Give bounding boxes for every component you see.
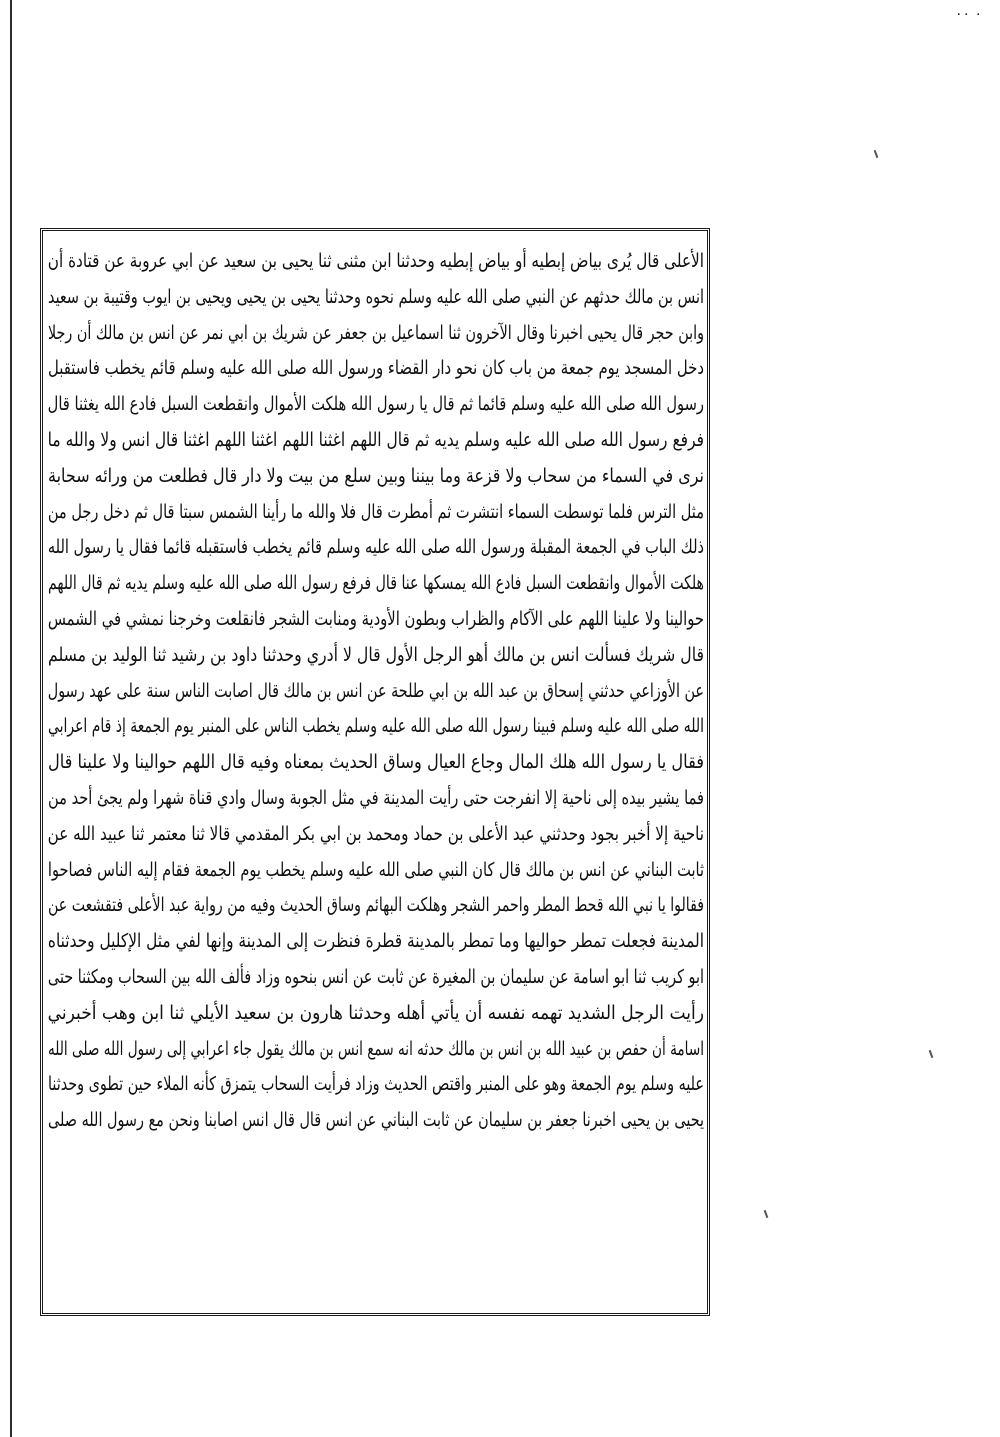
- manuscript-line: المدينة فجعلت تمطر حواليها وما تمطر بالمدينة قطرة فنظرت إلى المدينة وإنها لفي مثل الإكليل وحدثناه: [48, 930, 704, 953]
- manuscript-line: ذلك الباب في الجمعة المقبلة ورسول الله صلى الله عليه وسلم قائم يخطب فاستقبله قائما فقال يا رسول الله: [48, 536, 704, 559]
- manuscript-line: ثابت البناني عن انس بن مالك قال كان النبي صلى الله عليه وسلم يخطب يوم الجمعة فقام إليه الناس فصاحوا: [48, 858, 704, 881]
- manuscript-line: رأيت الرجل الشديد تهمه نفسه أن يأتي أهله وحدثنا هارون بن سعيد الأيلي ثنا ابن وهب أخبرني: [48, 1001, 704, 1024]
- manuscript-line: فرفع رسول الله صلى الله عليه وسلم يديه ثم قال اللهم اغثنا اللهم اغثنا اللهم اغثنا قال انس ولا والله ما: [48, 428, 704, 451]
- manuscript-line: اسامة أن حفص بن عبيد الله بن انس بن مالك حدثه انه سمع انس بن مالك يقول جاء اعرابي إلى رسول الله صلى الله: [48, 1037, 704, 1060]
- manuscript-line: نرى في السماء من سحاب ولا قزعة وما بيننا وبين سلع من بيت ولا دار قال فطلعت من ورائه سحابة: [48, 464, 704, 487]
- page-fold-line: [10, 0, 12, 1437]
- corner-ink-marks: ۰۰ ۰: [954, 6, 982, 22]
- manuscript-line: هلكت الأموال وانقطعت السبل فادع الله يمسكها عنا قال فرفع رسول الله صلى الله عليه وسلم يديه ثم قال اللهم: [48, 572, 704, 595]
- manuscript-text-block: [48, 244, 704, 1139]
- manuscript-line: عليه وسلم يوم الجمعة وهو على المنبر واقتص الحديث وزاد فرأيت السحاب يتمزق كأنه الملاء حين تطوى وحدثنا: [48, 1073, 704, 1096]
- stray-mark: [764, 1210, 769, 1218]
- manuscript-line: عن الأوزاعي حدثني إسحاق بن عبد الله بن ابي طلحة عن انس بن مالك قال اصابت الناس سنة على عهد رسول: [48, 679, 704, 702]
- manuscript-line: ابو كريب ثنا ابو اسامة عن سليمان بن المغيرة عن ثابت عن انس بنحوه وزاد فألف الله بين السحاب ومكثنا حتى: [48, 965, 704, 988]
- manuscript-line: ناحية إلا أخبر بجود وحدثني عبد الأعلى بن حماد ومحمد بن ابي بكر المقدمي قالا ثنا معتمر ثنا عبيد الله عن: [48, 822, 704, 845]
- manuscript-line: رسول الله صلى الله عليه وسلم قائما ثم قال يا رسول الله هلكت الأموال وانقطعت السبل فادع الله يغثنا قال: [48, 393, 704, 416]
- manuscript-line: مثل الترس فلما توسطت السماء انتشرت ثم أمطرت قال فلا والله ما رأينا الشمس سبتا قال ثم دخل رجل من: [48, 500, 704, 523]
- stray-mark: [874, 150, 879, 158]
- manuscript-line: حوالينا ولا علينا اللهم على الآكام والظراب وبطون الأودية ومنابت الشجر فانقلعت وخرجنا نمشي في الشمس: [48, 607, 704, 630]
- manuscript-line: فقالوا يا نبي الله قحط المطر واحمر الشجر وهلكت البهائم وساق الحديث وفيه من رواية عبد الأعلى فتقشعت عن: [48, 894, 704, 917]
- stray-mark: [929, 1050, 934, 1058]
- manuscript-line: قال شريك فسألت انس بن مالك أهو الرجل الأول قال لا أدري وحدثنا داود بن رشيد ثنا الوليد بن مسلم: [48, 643, 704, 666]
- manuscript-line: دخل المسجد يوم جمعة من باب كان نحو دار القضاء ورسول الله صلى الله عليه وسلم قائم يخطب فاستقبل: [48, 357, 704, 380]
- manuscript-line: فما يشير بيده إلى ناحية إلا انفرجت حتى رأيت المدينة في مثل الجوبة وسال وادي قناة شهرا ولم يجئ أحد من: [48, 786, 704, 809]
- manuscript-line: انس بن مالك حدثهم عن النبي صلى الله عليه وسلم نحوه وحدثنا يحيى بن يحيى ويحيى بن ايوب وقتيبة بن سعيد: [48, 285, 704, 308]
- manuscript-line: الأعلى قال يُرى بياض إبطيه أو بياض إبطيه وحدثنا ابن مثنى ثنا يحيى بن سعيد عن ابي عروبة عن قتادة أن: [48, 250, 704, 272]
- manuscript-line: الله صلى الله عليه وسلم فبينا رسول الله صلى الله عليه وسلم يخطب الناس على المنبر يوم الجمعة إذ قام اعرابي: [48, 715, 704, 738]
- manuscript-line: فقال يا رسول الله هلك المال وجاع العيال وساق الحديث بمعناه وفيه قال اللهم حوالينا ولا علينا قال: [48, 751, 704, 774]
- manuscript-line: وابن حجر قال يحيى اخبرنا وقال الآخرون ثنا اسماعيل بن جعفر عن شريك بن ابي نمر عن انس بن مالك أن رجلا: [48, 321, 704, 344]
- manuscript-line: يحيى بن يحيى اخبرنا جعفر بن سليمان عن ثابت البناني عن انس قال قال انس اصابنا ونحن مع رسول الله صلى: [48, 1109, 704, 1132]
